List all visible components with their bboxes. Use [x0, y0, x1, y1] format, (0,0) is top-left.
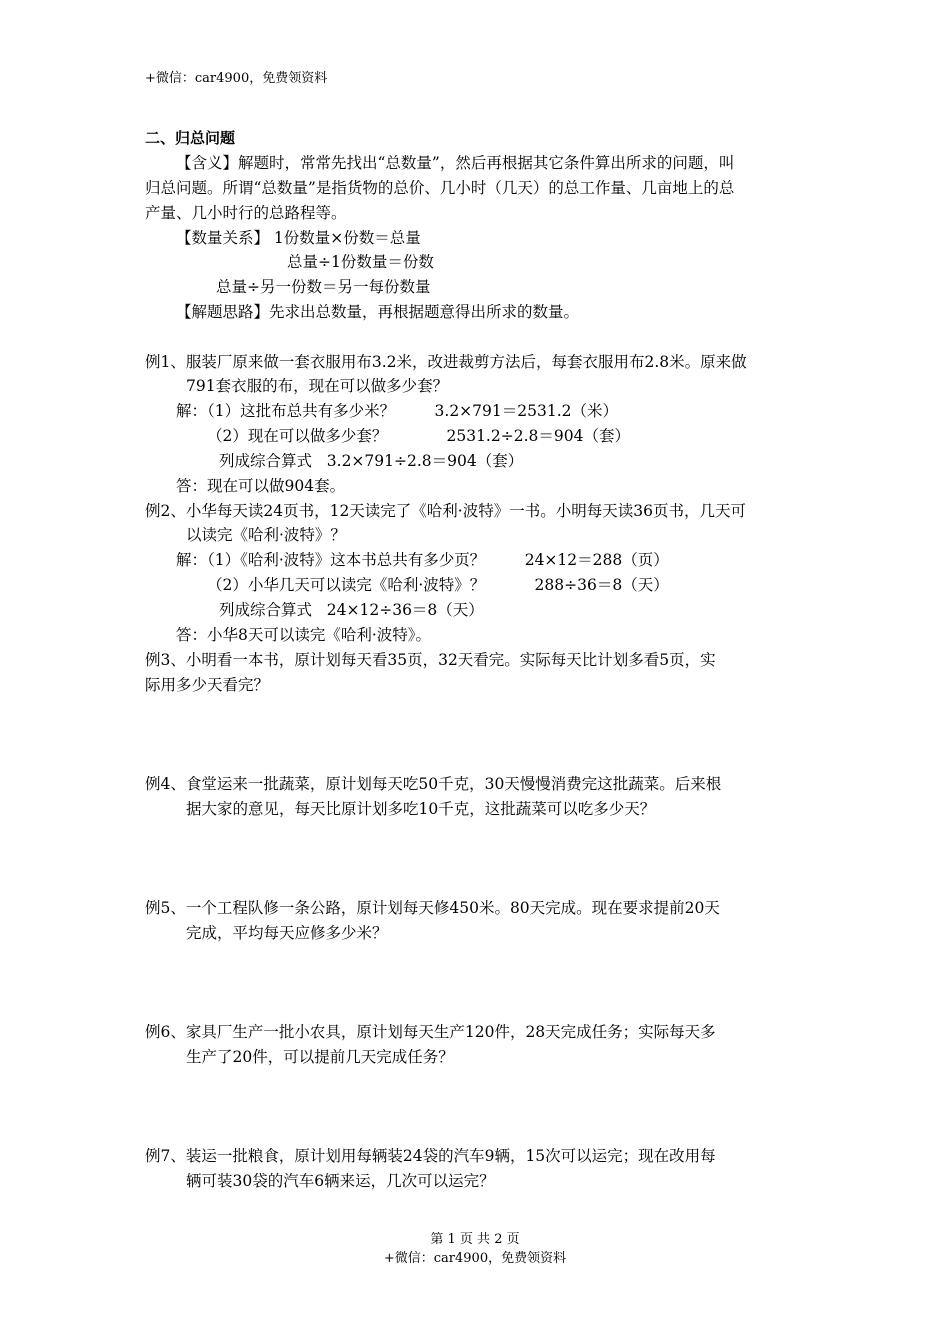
meaning-line-2: 归总问题。所谓“总数量”是指货物的总价、几小时（几天）的总工作量、几亩地上的总: [145, 179, 735, 197]
meaning-line-3: 产量、几小时行的总路程等。: [145, 204, 347, 222]
example-2-line-1: 例2、小华每天读24页书，12天读完了《哈利·波特》一书。小明每天读36页书，几天可: [145, 502, 746, 520]
example-1-line-1: 例1、服装厂原来做一套衣服用布3.2米，改进裁剪方法后，每套衣服用布2.8米。原来做: [145, 353, 747, 371]
example-2-step-2: （2）小华几天可以读完《哈利·波特》？ 288÷36＝8（天）: [207, 576, 669, 594]
meaning-line-1: 【含义】解题时，常常先找出“总数量”，然后再根据其它条件算出所求的问题，叫: [176, 154, 735, 172]
example-6-line-1: 例6、家具厂生产一批小农具，原计划每天生产120件，28天完成任务；实际每天多: [145, 1023, 716, 1041]
relation-line-1: 【数量关系】 1份数量×份数＝总量: [176, 229, 421, 247]
example-1-line-2: 791套衣服的布，现在可以做多少套？: [186, 377, 449, 395]
example-2-line-2: 以读完《哈利·波特》？: [186, 526, 346, 544]
relation-line-3: 总量÷另一份数＝另一每份数量: [216, 278, 431, 296]
page-footer: +微信：car4900，免费领资料: [383, 1251, 567, 1266]
example-7-line-2: 辆可装30袋的汽车6辆来运，几次可以运完？: [186, 1172, 495, 1190]
example-7-line-1: 例7、装运一批粮食，原计划用每辆装24袋的汽车9辆，15次可以运完；现在改用每: [145, 1147, 716, 1165]
example-1-step-2: （2）现在可以做多少套？ 2531.2÷2.8＝904（套）: [207, 427, 630, 445]
solving-idea: 【解题思路】先求出总数量，再根据题意得出所求的数量。: [176, 303, 580, 321]
example-4-line-2: 据大家的意见，每天比原计划多吃10千克，这批蔬菜可以吃多少天？: [186, 800, 656, 818]
example-1-step-3: 列成综合算式 3.2×791÷2.8＝904（套）: [219, 452, 524, 470]
example-2-step-3: 列成综合算式 24×12÷36＝8（天）: [219, 601, 484, 619]
page-number: 第 1 页 共 2 页: [430, 1232, 520, 1247]
example-5-line-1: 例5、一个工程队修一条公路，原计划每天修450米。80天完成。现在要求提前20天: [145, 899, 720, 917]
example-2-step-1: 解：（1）《哈利·波特》这本书总共有多少页？ 24×12＝288（页）: [176, 551, 669, 569]
relation-line-2: 总量÷1份数量＝份数: [287, 253, 434, 271]
example-5-line-2: 完成，平均每天应修多少米？: [186, 924, 388, 942]
page-header: +微信：car4900，免费领资料: [145, 71, 328, 86]
example-2-answer: 答：小华8天可以读完《哈利·波特》。: [176, 626, 432, 644]
example-3-line-1: 例3、小明看一本书，原计划每天看35页，32天看完。实际每天比计划多看5页，实: [145, 651, 716, 669]
section-title: 二、归总问题: [145, 129, 236, 147]
example-1-step-1: 解：（1）这批布总共有多少米？ 3.2×791＝2531.2（米）: [176, 402, 618, 420]
example-6-line-2: 生产了20件，可以提前几天完成任务？: [186, 1048, 454, 1066]
example-3-line-2: 际用多少天看完？: [145, 676, 270, 694]
example-4-line-1: 例4、食堂运来一批蔬菜，原计划每天吃50千克，30天慢慢消费完这批蔬菜。后来根: [145, 775, 722, 793]
example-1-answer: 答：现在可以做904套。: [176, 477, 346, 495]
